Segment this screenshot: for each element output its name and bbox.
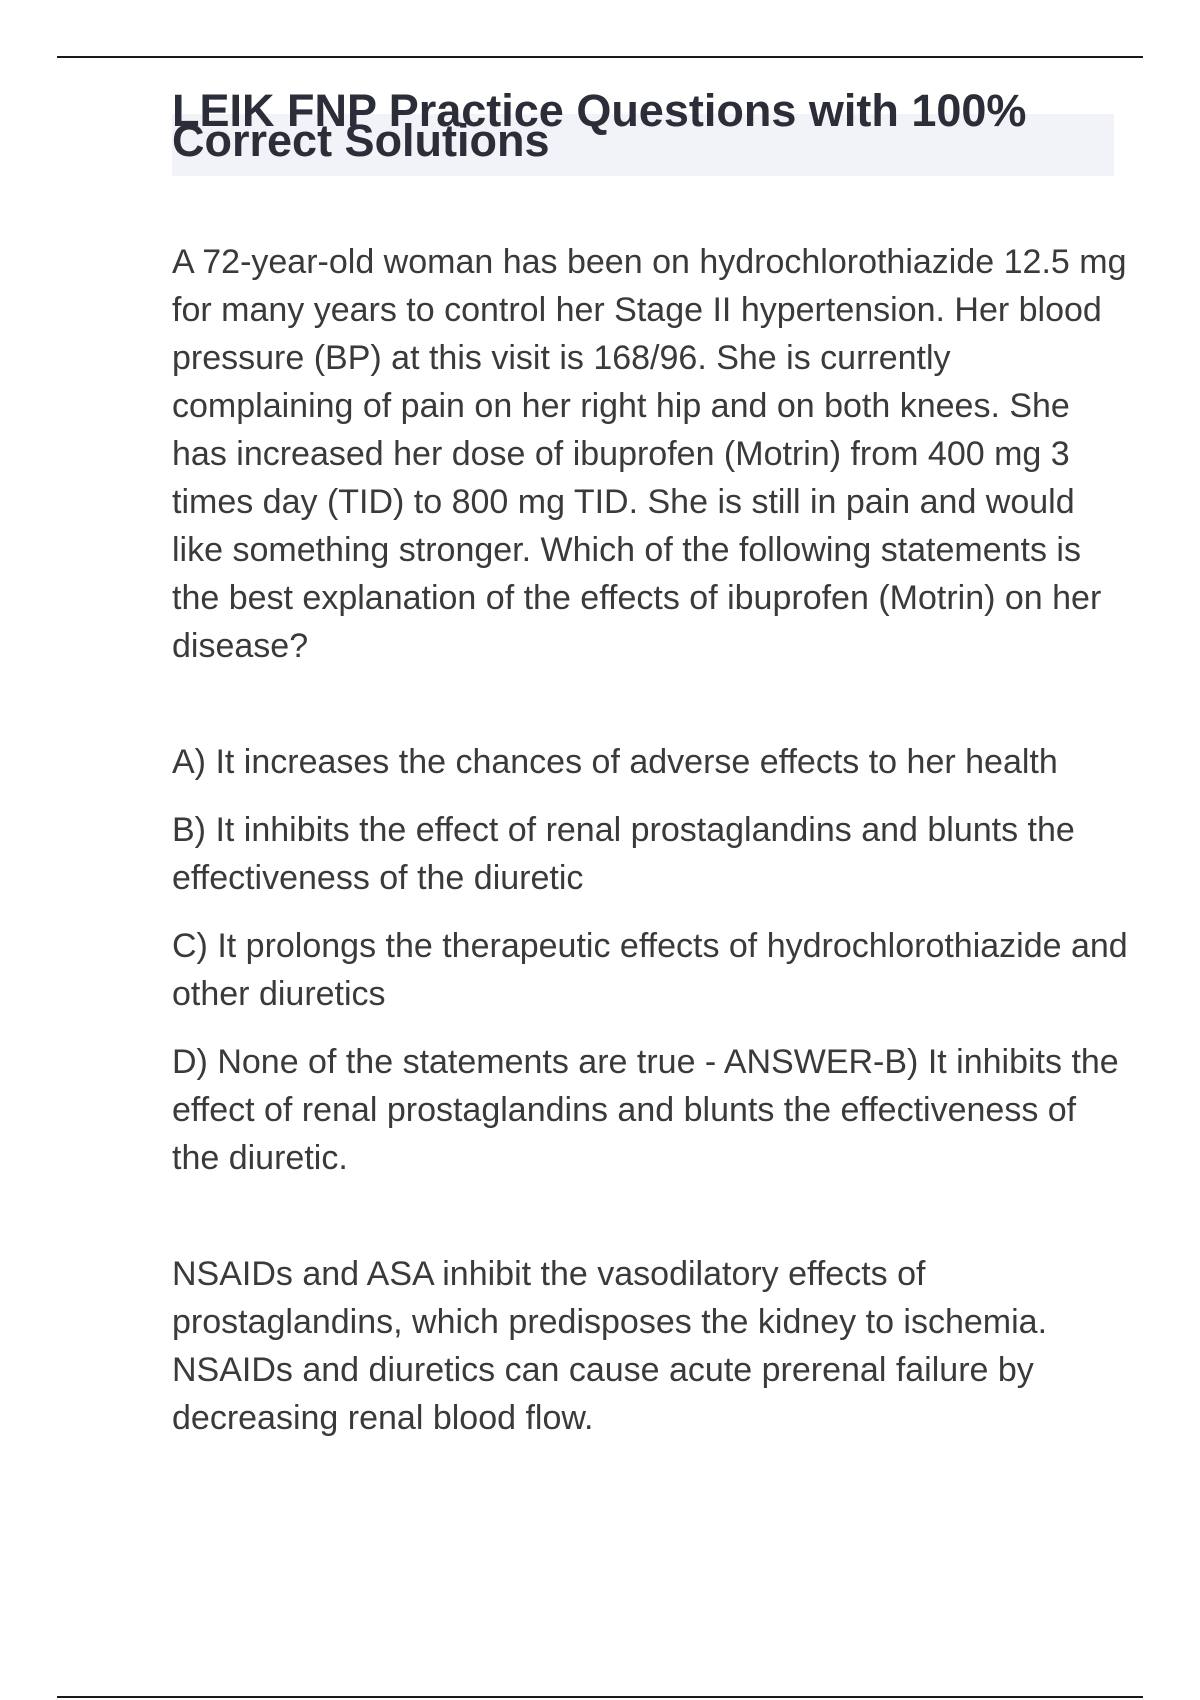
top-divider xyxy=(57,56,1143,58)
option-b: B) It inhibits the effect of renal prostaglandins and blunts the effectiveness of the diuretic xyxy=(172,811,1075,897)
question-text: A 72-year-old woman has been on hydrochlorothiazide 12.5 mg for many years to control her Stage II hypertension. Her blood pressure (BP) at this visit is 168/96. She is currently complaining of pain on her right hip and on both knees. She has increased her dose of ibuprofen (Motrin) from 400 mg 3 times day (TID) to 800 mg TID. She is still in pain and would like something stronger. Which of the following statements is the best explanation of the effects of ibuprofen (Motrin) on her disease? xyxy=(172,243,1127,665)
option-c: C) It prolongs the therapeutic effects of hydrochlorothiazide and other diuretics xyxy=(172,927,1128,1013)
option-a: A) It increases the chances of adverse effects to her health xyxy=(172,743,1058,781)
bottom-divider xyxy=(57,1696,1143,1698)
explanation-text: NSAIDs and ASA inhibit the vasodilatory effects of prostaglandins, which predisposes the kidney to ischemia. NSAIDs and diuretics can cause acute prerenal failure by decreasing renal blood flow. xyxy=(172,1255,1048,1437)
document-title: LEIK FNP Practice Questions with 100% Correct Solutions xyxy=(172,85,1027,166)
option-d-with-answer: D) None of the statements are true - ANSWER-B) It inhibits the effect of renal prostaglandins and blunts the effectiveness of the diuretic. xyxy=(172,1043,1119,1177)
document-body xyxy=(172,238,1132,1442)
